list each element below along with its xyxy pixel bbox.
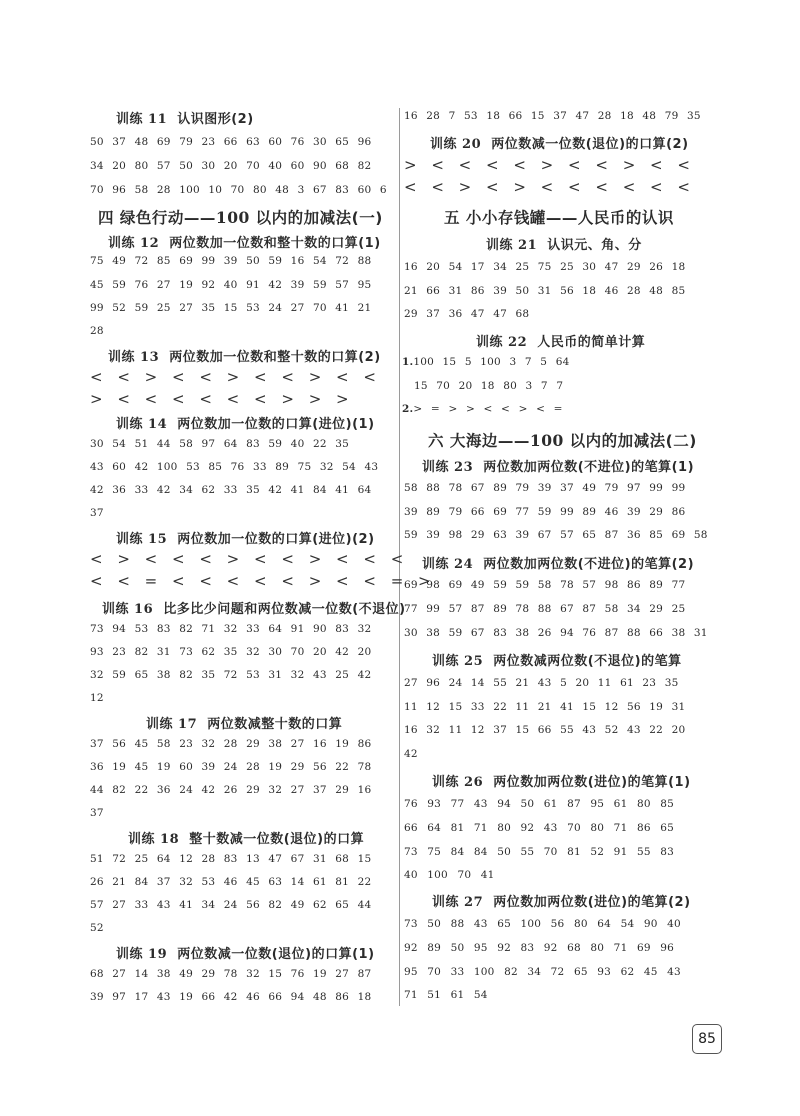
answer-row: 37 <box>90 807 104 819</box>
answer-row: 45 59 76 27 19 92 40 91 42 39 59 57 95 <box>90 279 372 291</box>
comparison-row: < < > < < > < < > < < <box>90 368 377 386</box>
answer-row: 39 89 79 66 69 77 59 99 89 46 39 29 86 <box>404 506 686 518</box>
answer-row-q2: 2.> = > > < < > < = <box>402 403 563 415</box>
answer-row: 16 20 54 17 34 25 75 25 30 47 29 26 18 <box>404 261 686 273</box>
answer-row: 26 21 84 37 32 53 46 45 63 14 61 81 22 <box>90 876 372 888</box>
answer-row: 69 98 69 49 59 59 58 78 57 98 86 89 77 <box>404 579 686 591</box>
answer-row: 32 59 65 38 82 35 72 53 31 32 43 25 42 <box>90 669 372 681</box>
section-title-24: 训练 24 两位数加两位数(不进位)的笔算(2) <box>422 557 695 572</box>
section-title-15: 训练 15 两位数加一位数的口算(进位)(2) <box>116 532 375 547</box>
answer-row: 27 96 24 14 55 21 43 5 20 11 61 23 35 <box>404 677 679 689</box>
answer-row: 50 37 48 69 79 23 66 63 60 76 30 65 96 <box>90 136 372 148</box>
answer-row: 58 88 78 67 89 79 39 37 49 79 97 99 99 <box>404 482 686 494</box>
answer-row: 71 51 61 54 <box>404 989 488 1001</box>
answer-row: 43 60 42 100 53 85 76 33 89 75 32 54 43 <box>90 461 379 473</box>
section-title-27: 训练 27 两位数加两位数(进位)的笔算(2) <box>432 895 691 910</box>
answer-row: 34 20 80 57 50 30 20 70 40 60 90 68 82 <box>90 160 372 172</box>
section-title-13: 训练 13 两位数加一位数和整十数的口算(2) <box>108 350 381 365</box>
section-title-20: 训练 20 两位数减一位数(退位)的口算(2) <box>430 137 689 152</box>
answer-row: 57 27 33 43 41 34 24 56 82 49 62 65 44 <box>90 899 372 911</box>
answer-row: 16 28 7 53 18 66 15 37 47 28 18 48 79 35 <box>404 110 701 122</box>
answer-row-q1: 1.100 15 5 100 3 7 5 64 <box>402 356 570 368</box>
answer-row: 59 39 98 29 63 39 67 57 65 87 36 85 69 58 <box>404 529 708 541</box>
answer-row: 11 12 15 33 22 11 21 41 15 12 56 19 31 <box>404 701 686 713</box>
section-title-18: 训练 18 整十数减一位数(退位)的口算 <box>128 832 365 847</box>
section-title-17: 训练 17 两位数减整十数的口算 <box>146 717 343 732</box>
answer-row: 70 96 58 28 100 10 70 80 48 3 67 83 60 6 <box>90 184 387 196</box>
answer-row: 93 23 82 31 73 62 35 32 30 70 20 42 20 <box>90 646 372 658</box>
section-title-23: 训练 23 两位数加两位数(不进位)的笔算(1) <box>422 460 695 475</box>
section-title-16: 训练 16 比多比少问题和两位数减一位数(不退位) <box>102 602 406 617</box>
answer-row: 68 27 14 38 49 29 78 32 15 76 19 27 87 <box>90 968 372 980</box>
section-title-12: 训练 12 两位数加一位数和整十数的口算(1) <box>108 236 381 251</box>
section-title-26: 训练 26 两位数加两位数(进位)的笔算(1) <box>432 775 691 790</box>
answer-row: 30 38 59 67 83 38 26 94 76 87 88 66 38 31 <box>404 627 708 639</box>
answer-row: 95 70 33 100 82 34 72 65 93 62 45 43 <box>404 966 681 978</box>
answer-row: 44 82 22 36 24 42 26 29 32 27 37 29 16 <box>90 784 372 796</box>
comparison-row: < < = < < < < < > < < = > <box>90 572 432 590</box>
answer-row: 37 <box>90 507 104 519</box>
comparison-row: < < > < > < < < < < < <box>404 178 691 196</box>
answer-row: 36 19 45 19 60 39 24 28 19 29 56 22 78 <box>90 761 372 773</box>
chapter-6-heading: 六 大海边——100 以内的加减法(二) <box>428 431 697 450</box>
answer-row: 66 64 81 71 80 92 43 70 80 71 86 65 <box>404 822 675 834</box>
answer-row: 28 <box>90 325 104 337</box>
answer-row: 37 56 45 58 23 32 28 29 38 27 16 19 86 <box>90 738 372 750</box>
answer-row: 73 94 53 83 82 71 32 33 64 91 90 83 32 <box>90 623 372 635</box>
comparison-row: < > < < < > < < > < < < <box>90 550 404 568</box>
answer-row-q1-cont: 15 70 20 18 80 3 7 7 <box>414 380 564 392</box>
answer-row: 12 <box>90 692 104 704</box>
answer-row: 73 75 84 84 50 55 70 81 52 91 55 83 <box>404 846 675 858</box>
answer-row: 39 97 17 43 19 66 42 46 66 94 48 86 18 <box>90 991 372 1003</box>
chapter-5-heading: 五 小小存钱罐——人民币的认识 <box>444 209 674 227</box>
section-title-11: 训练 11 认识图形(2) <box>116 112 254 127</box>
answer-row: 21 66 31 86 39 50 31 56 18 46 28 48 85 <box>404 285 686 297</box>
answer-row: 99 52 59 25 27 35 15 53 24 27 70 41 21 <box>90 302 372 314</box>
answer-row: 92 89 50 95 92 83 92 68 80 71 69 96 <box>404 942 675 954</box>
page-number: 85 <box>692 1024 722 1054</box>
answer-row: 73 50 88 43 65 100 56 80 64 54 90 40 <box>404 918 681 930</box>
section-title-14: 训练 14 两位数加一位数的口算(进位)(1) <box>116 417 375 432</box>
answer-row: 51 72 25 64 12 28 83 13 47 67 31 68 15 <box>90 853 372 865</box>
section-title-22: 训练 22 人民币的简单计算 <box>476 335 646 350</box>
answer-row: 42 36 33 42 34 62 33 35 42 41 84 41 64 <box>90 484 372 496</box>
answer-row: 77 99 57 87 89 78 88 67 87 58 34 29 25 <box>404 603 686 615</box>
answer-row: 52 <box>90 922 104 934</box>
comparison-row: > < < < < < < > > > <box>90 390 350 408</box>
answer-row: 42 <box>404 748 418 760</box>
answer-row: 40 100 70 41 <box>404 869 495 881</box>
comparison-row: > < < < < > < < > < < <box>404 156 691 174</box>
answer-row: 75 49 72 85 69 99 39 50 59 16 54 72 88 <box>90 255 372 267</box>
answer-row: 29 37 36 47 47 68 <box>404 308 530 320</box>
answer-row: 16 32 11 12 37 15 66 55 43 52 43 22 20 <box>404 724 686 736</box>
section-title-21: 训练 21 认识元、角、分 <box>486 238 642 253</box>
section-title-25: 训练 25 两位数减两位数(不退位)的笔算 <box>432 654 682 669</box>
section-title-19: 训练 19 两位数减一位数(退位)的口算(1) <box>116 947 375 962</box>
answer-row: 76 93 77 43 94 50 61 87 95 61 80 85 <box>404 798 675 810</box>
answer-row: 30 54 51 44 58 97 64 83 59 40 22 35 <box>90 438 350 450</box>
chapter-4-heading: 四 绿色行动——100 以内的加减法(一) <box>98 208 383 227</box>
